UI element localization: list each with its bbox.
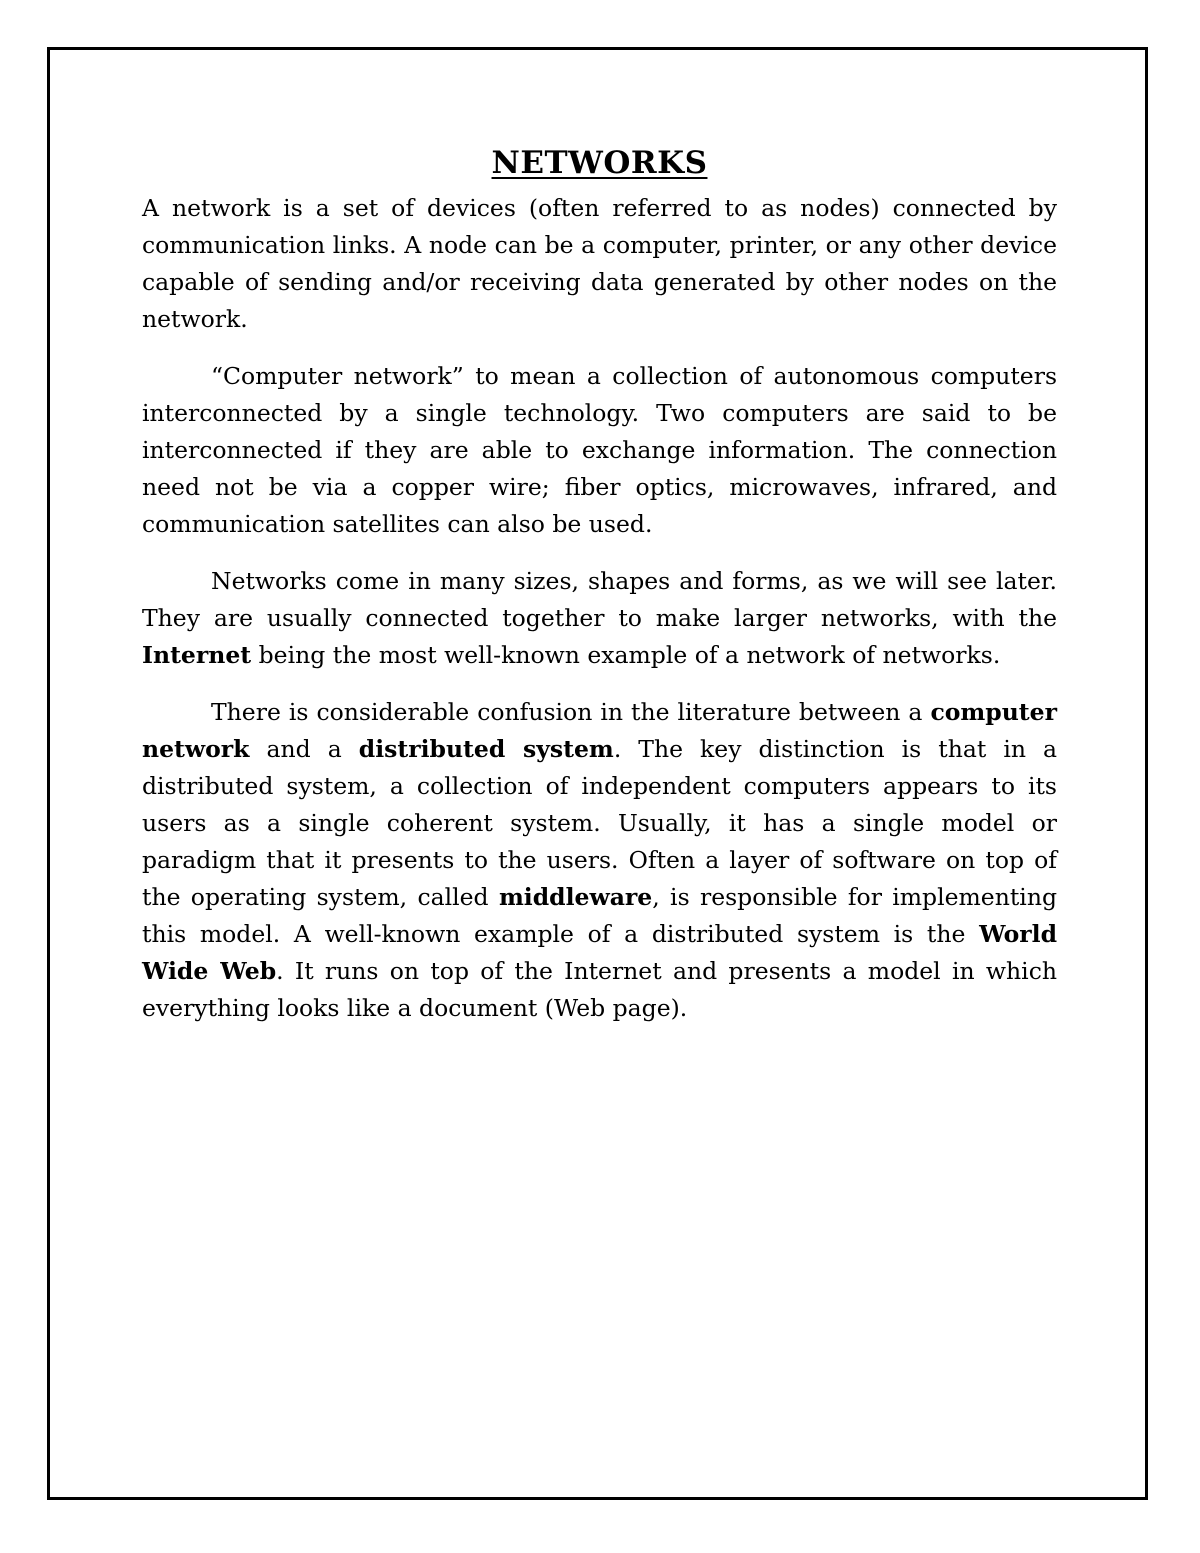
paragraph-computer-network (142, 358, 1057, 543)
term-computer-network: computer network (142, 698, 1057, 763)
paragraph-text: . The key distinction is that in a distributed system, a collection of independent computers appears to its users as a single coherent system. Usually, it has a single model or paradigm that it presents to the users. Often a layer of software on top of the operating system, called (142, 735, 1058, 911)
paragraph-network-definition (142, 190, 1057, 338)
paragraph-text: and a (249, 735, 359, 763)
paragraph-text: , is responsible for implementing this model. A well-known example of a distributed system is the (142, 883, 1057, 948)
paragraph-text: . It runs on top of the Internet and presents a model in which everything looks like a document (Web page). (142, 957, 1057, 1022)
term-distributed-system: distributed system (358, 735, 614, 763)
paragraph-distributed-system (142, 694, 1057, 1027)
paragraph-text: A network is a set of devices (often referred to as nodes) connected by communication links. A node can be a computer, printer, or any other device capable of sending and/or receiving data generated by other nodes on the network. (142, 194, 1057, 333)
term-internet: Internet (142, 641, 252, 669)
paragraph-text: Networks come in many sizes, shapes and forms, as we will see later. They are usually connected together to make larger networks, with the (142, 567, 1057, 632)
document-body (142, 140, 1057, 1047)
paragraph-text: being the most well-known example of a network of networks. (251, 641, 1001, 669)
paragraph-network-sizes (142, 563, 1057, 674)
paragraph-text: There is considerable confusion in the literature between a (211, 698, 931, 726)
term-middleware: middleware (498, 883, 653, 911)
term-world-wide-web: World Wide Web (142, 920, 1057, 985)
page-title: NETWORKS (491, 145, 708, 181)
paragraph-text: “Computer network” to mean a collection of autonomous computers interconnected by a single technology. Two computers are said to be interconnected if they are able to exchange information. The connection need not be via a copper wire; fiber optics, microwaves, infrared, and communication satellites can also be used. (142, 362, 1057, 538)
